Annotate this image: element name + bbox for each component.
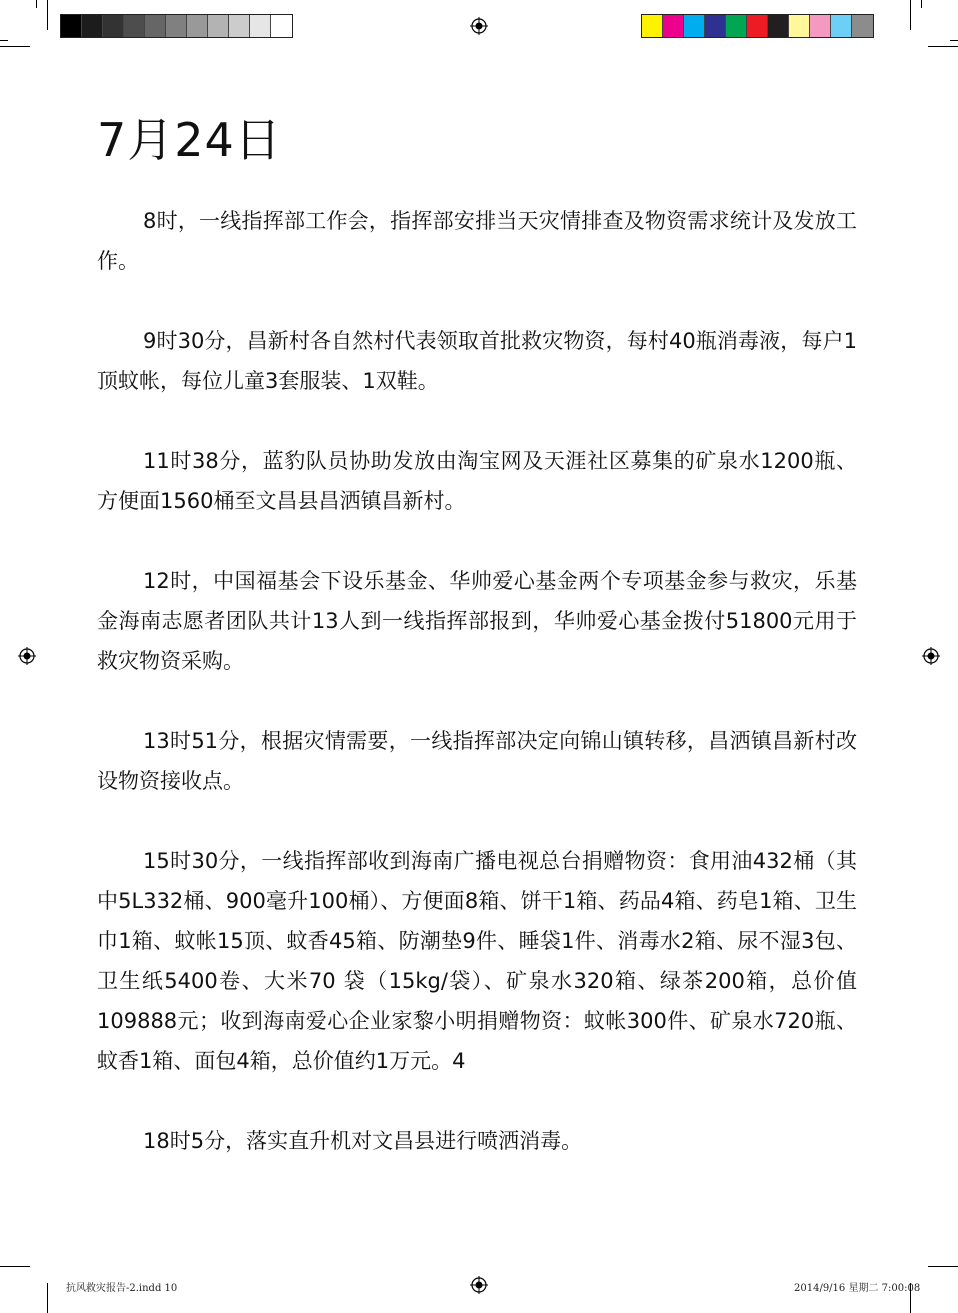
paragraph: 18时5分，落实直升机对文昌县进行喷洒消毒。 — [143, 1129, 583, 1153]
color-swatch — [663, 15, 684, 37]
registration-mark-icon — [470, 17, 488, 35]
color-swatch — [166, 15, 187, 37]
registration-mark-icon — [470, 1276, 488, 1294]
crop-mark — [0, 1266, 30, 1267]
paragraph: 13时51分，根据灾情需要，一线指挥部决定向锦山镇转移，昌洒镇昌新村改设物资接收点。 — [97, 729, 857, 793]
color-swatch — [250, 15, 271, 37]
crop-mark — [47, 0, 48, 30]
color-swatch — [124, 15, 145, 37]
body-text — [97, 201, 857, 1201]
crop-mark — [928, 1266, 958, 1267]
color-swatch — [61, 15, 82, 37]
grayscale-color-bar — [60, 14, 293, 38]
process-color-bar — [641, 14, 874, 38]
color-swatch — [831, 15, 852, 37]
registration-mark-icon — [922, 647, 940, 665]
color-swatch — [103, 15, 124, 37]
crop-mark — [928, 46, 958, 47]
crop-mark — [0, 40, 8, 41]
paragraph: 8时，一线指挥部工作会，指挥部安排当天灾情排查及物资需求统计及发放工作。 — [97, 209, 857, 273]
footer-timestamp: 2014/9/16 星期二 7:00:08 — [794, 1283, 921, 1294]
crop-mark — [47, 1283, 48, 1313]
paragraph: 12时，中国福基会下设乐基金、华帅爱心基金两个专项基金参与救灾，乐基金海南志愿者团队共计13人到一线指挥部报到，华帅爱心基金拨付51800元用于救灾物资采购。 — [97, 569, 857, 673]
color-swatch — [208, 15, 229, 37]
color-swatch — [852, 15, 873, 37]
page-title: 7月24日 — [97, 113, 282, 167]
color-swatch — [145, 15, 166, 37]
paragraph: 15时30分，一线指挥部收到海南广播电视总台捐赠物资：食用油432桶（其中5L332桶、900毫升100桶）、方便面8箱、饼干1箱、药品4箱、药皂1箱、卫生巾1箱、蚊帐15顶、蚊香45箱、防潮垫9件、睡袋1件、消毒水2箱、尿不湿3包、卫生纸5400卷、大米70 袋（15kg/袋）、矿泉水320箱、绿茶200箱，总价值109888元；收到海南爱心企业家黎小明捐赠物资：蚊帐300件、矿泉水720瓶、蚊香1箱、面包4箱，总价值约1万元。4 — [97, 849, 857, 1073]
color-swatch — [768, 15, 789, 37]
crop-mark — [950, 40, 958, 41]
color-swatch — [789, 15, 810, 37]
color-swatch — [810, 15, 831, 37]
crop-mark — [921, 0, 922, 8]
color-swatch — [82, 15, 103, 37]
color-swatch — [705, 15, 726, 37]
crop-mark — [0, 46, 30, 47]
crop-mark — [36, 0, 37, 8]
color-swatch — [229, 15, 250, 37]
registration-mark-icon — [18, 647, 36, 665]
paragraph: 9时30分，昌新村各自然村代表领取首批救灾物资，每村40瓶消毒液，每户1顶蚊帐，每位儿童3套服装、1双鞋。 — [97, 329, 857, 393]
paragraph: 11时38分，蓝豹队员协助发放由淘宝网及天涯社区募集的矿泉水1200瓶、方便面1560桶至文昌县昌洒镇昌新村。 — [97, 449, 857, 513]
color-swatch — [271, 15, 292, 37]
color-swatch — [187, 15, 208, 37]
crop-mark — [910, 0, 911, 30]
color-swatch — [747, 15, 768, 37]
color-swatch — [684, 15, 705, 37]
footer-file-slug: 抗风救灾报告-2.indd 10 — [66, 1283, 178, 1294]
color-swatch — [642, 15, 663, 37]
color-swatch — [726, 15, 747, 37]
